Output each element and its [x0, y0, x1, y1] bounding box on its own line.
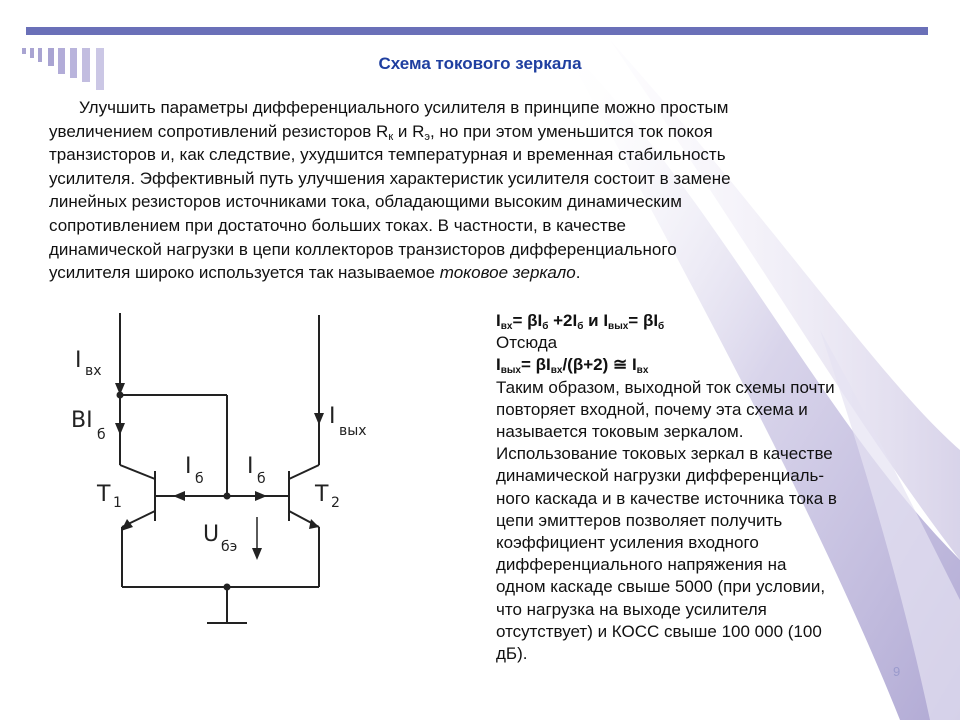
para-line-3: транзисторов и, как следствие, ухудшится температурная и временная стабильность [49, 145, 726, 165]
text-line: дБ). [496, 644, 528, 664]
rk-subscript: к [388, 130, 394, 143]
label-iin: I [75, 348, 82, 373]
text-line: Использование токовых зеркал в качестве [496, 444, 833, 464]
para-line-4: усилителя. Эффективный путь улучшения характеристик усилителя состоит в замене [49, 168, 731, 188]
explanation-column [496, 310, 926, 665]
text-line: коэффициент усиления входного [496, 533, 759, 553]
label-beta-ib: BI [71, 408, 93, 433]
para-line-7: динамической нагрузки в цепи коллекторов транзисторов дифференциального [49, 239, 677, 259]
label-iout-sub: вых [339, 423, 367, 439]
text-line: ного каскада и в качестве источника тока в [496, 488, 837, 508]
text-line: Таким образом, выходной ток схемы почти [496, 377, 835, 397]
current-mirror-schematic [57, 305, 377, 633]
equation-1: $I_{вх}= \beta I_б +2I_б$ и $I_{вых}= \beta I_б$ [496, 311, 665, 332]
text-line: отсутствует) и КОСС свыше 100 000 (100 [496, 621, 822, 641]
text-line: что нагрузка на выходе усилителя [496, 599, 767, 619]
para-line-5: линейных резисторов источниками тока, обладающими высоким динамическим [49, 192, 682, 212]
text-line: повторяет входной, почему эта схема и [496, 399, 808, 419]
label-beta-ib-sub: б [97, 427, 106, 443]
label-t2: T [315, 482, 329, 507]
para-line-2b: и R [393, 121, 425, 141]
italic-term: токовое зеркало [439, 263, 576, 283]
para-line-6: сопротивлением при достаточно больших токах. В частности, в качестве [49, 215, 626, 235]
page-title: Схема токового зеркала [378, 54, 582, 73]
re-subscript: э [424, 130, 430, 143]
para-line-1: Улучшить параметры дифференциального усилителя в принципе можно простым [79, 98, 729, 117]
hence-line: Отсюда [496, 333, 558, 353]
text-line: цепи эмиттеров позволяет получить [496, 510, 783, 530]
label-ib-left-sub: б [195, 471, 204, 487]
intro-paragraph [49, 96, 899, 285]
label-t1-sub: 1 [113, 495, 122, 511]
label-iout: I [329, 404, 336, 429]
label-iin-sub: вх [85, 363, 102, 379]
label-t1: T [97, 482, 111, 507]
text-line: дифференциального напряжения на [496, 555, 787, 575]
text-line: одном каскаде свыше 5000 (при условии, [496, 577, 826, 597]
label-ube: U [203, 522, 220, 547]
equation-2: $I_{вых}= \beta I_{вх}/(\beta+2)$ ≅ $I_{вх}$ [496, 355, 649, 377]
page-number: 9 [893, 664, 901, 679]
label-ube-sub: бэ [221, 539, 238, 555]
label-ib-right-sub: б [257, 471, 266, 487]
label-ib-left: I [185, 454, 192, 479]
label-t2-sub: 2 [331, 495, 340, 511]
para-line-8a: усилителя широко используется так называемое [49, 263, 440, 283]
para-line-2a: увеличением сопротивлений резисторов R [49, 121, 389, 141]
text-line: называется токовым зеркалом. [496, 422, 744, 442]
label-ib-right: I [247, 454, 254, 479]
para-line-8b: . [575, 263, 581, 283]
text-line: динамической нагрузки дифференциаль- [496, 466, 825, 486]
para-line-2c: , но при этом уменьшится ток покоя [429, 121, 713, 141]
top-bar [26, 27, 928, 35]
schematic-svg [57, 305, 377, 633]
